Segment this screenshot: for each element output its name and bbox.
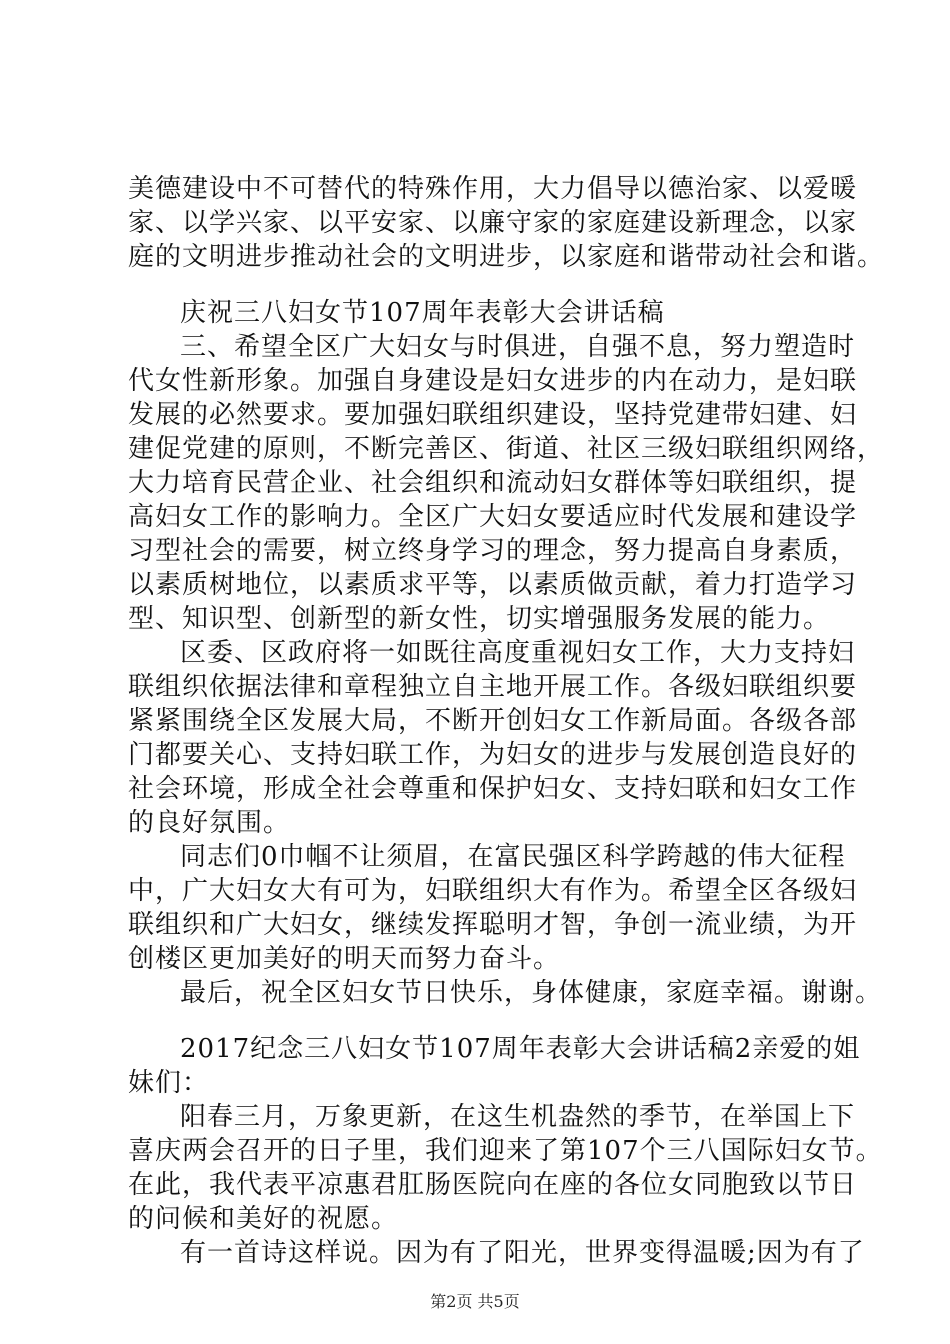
text-line: 以素质树地位，以素质求平等，以素质做贡献，着力打造学习 — [128, 570, 858, 600]
text-line: 在此，我代表平凉惠君肛肠医院向在座的各位女同胞致以节日 — [128, 1170, 858, 1200]
text-line: 阳春三月，万象更新，在这生机盎然的季节，在举国上下 — [180, 1102, 856, 1132]
text-line: 大力培育民营企业、社会组织和流动妇女群体等妇联组织，提 — [128, 468, 858, 498]
text-line: 庭的文明进步推动社会的文明进步，以家庭和谐带动社会和谐。 — [128, 242, 885, 272]
text-line: 建促党建的原则，不断完善区、街道、社区三级妇联组织网络， — [128, 434, 885, 464]
text-line: 紧紧围绕全区发展大局，不断开创妇女工作新局面。各级各部 — [128, 706, 858, 736]
text-line: 社会环境，形成全社会尊重和保护妇女、支持妇联和妇女工作 — [128, 774, 858, 804]
text-line: 代女性新形象。加强自身建设是妇女进步的内在动力，是妇联 — [128, 366, 858, 396]
text-line: 有一首诗这样说。因为有了阳光，世界变得温暖;因为有了 — [180, 1238, 865, 1268]
text-line: 家、以学兴家、以平安家、以廉守家的家庭建设新理念，以家 — [128, 208, 858, 238]
text-line: 最后，祝全区妇女节日快乐，身体健康，家庭幸福。谢谢。 — [180, 978, 883, 1008]
text-line: 习型社会的需要，树立终身学习的理念，努力提高自身素质， — [128, 536, 858, 566]
text-line: 型、知识型、创新型的新女性，切实增强服务发展的能力。 — [128, 604, 831, 634]
text-line: 联组织和广大妇女，继续发挥聪明才智，争创一流业绩，为开 — [128, 910, 858, 940]
text-line: 美德建设中不可替代的特殊作用，大力倡导以德治家、以爱暖 — [128, 174, 858, 204]
text-line: 三、希望全区广大妇女与时俱进，自强不息，努力塑造时 — [180, 332, 856, 362]
text-line: 中，广大妇女大有可为，妇联组织大有作为。希望全区各级妇 — [128, 876, 858, 906]
text-line: 联组织依据法律和章程独立自主地开展工作。各级妇联组织要 — [128, 672, 858, 702]
text-line: 门都要关心、支持妇联工作，为妇女的进步与发展创造良好的 — [128, 740, 858, 770]
text-line: 同志们0巾帼不让须眉，在富民强区科学跨越的伟大征程 — [180, 842, 846, 872]
text-line: 的良好氛围。 — [128, 808, 291, 838]
text-line: 区委、区政府将一如既往高度重视妇女工作，大力支持妇 — [180, 638, 856, 668]
section-heading: 庆祝三八妇女节107周年表彰大会讲话稿 — [180, 298, 665, 328]
section-heading: 2017纪念三八妇女节107周年表彰大会讲话稿2亲爱的姐 — [180, 1034, 861, 1064]
text-line: 创楼区更加美好的明天而努力奋斗。 — [128, 944, 561, 974]
text-line: 发展的必然要求。要加强妇联组织建设，坚持党建带妇建、妇 — [128, 400, 858, 430]
text-line: 妹们： — [128, 1068, 210, 1098]
text-line: 喜庆两会召开的日子里，我们迎来了第107个三八国际妇女节。 — [128, 1136, 883, 1166]
page-footer: 第2页 共5页 — [430, 1292, 520, 1311]
text-line: 的问候和美好的祝愿。 — [128, 1204, 399, 1234]
text-line: 高妇女工作的影响力。全区广大妇女要适应时代发展和建设学 — [128, 502, 858, 532]
